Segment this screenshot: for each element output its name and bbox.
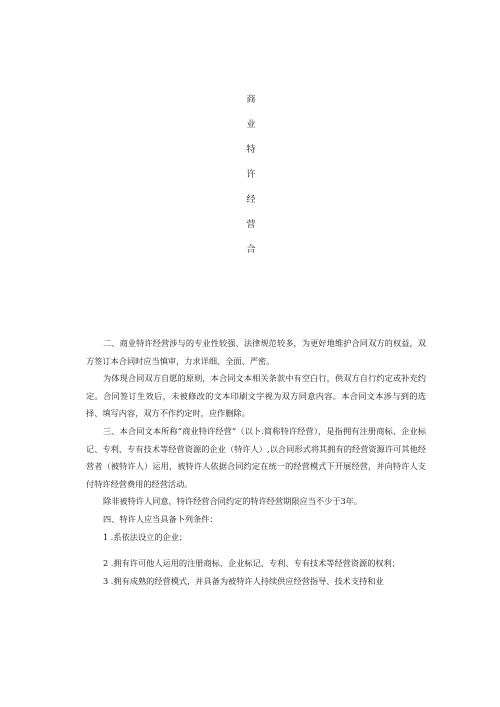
paragraph: 为体现合同双方自愿的原则，本合同文本相关条款中有空白行，供双方自行约定或补充约定。合同签订生效后，未被修改的文本印刷文字视为双方同意内容。本合同文本涉与到的选择、填写内容，双方不作约定时，应作删除。 <box>86 373 426 419</box>
paragraph: 除非被特许人同意，特许经营合同约定的特许经营期限应当不少于3年。 <box>103 496 363 507</box>
list-item: 3 .拥有成熟的经营模式，并具备为被特许人持续供应经营指导、技术支持和业 <box>103 575 384 586</box>
paragraph: 四、特许人应当具备卜列条件： <box>103 513 218 524</box>
title-char: 合 <box>246 245 256 255</box>
vertical-title <box>243 96 259 271</box>
list-item: 1 .系依法设立的企业； <box>103 531 188 542</box>
title-char: 业 <box>246 120 256 130</box>
title-char: 许 <box>246 170 256 180</box>
title-char: 营 <box>246 220 256 230</box>
paragraph: 二、商业特许经营涉与的专业性较强、法律规范较多，为更好地维护合同双方的权益，双方签订本合同时应当慎审，力求详细、全面、严密。 <box>86 338 426 366</box>
title-char: 特 <box>246 145 256 155</box>
paragraph: 三、本合同文本所称“商业特许经营”（以卜.简称特许经营），是指拥有注册商标、企业标记、专利、专有技术等经营资源的企业（特许人）,以合同形式将其拥有的经营资源许可其他经营者（被特许人）运用，被特许人依据合同约定在统一的经营模式下开展经营，并向特许人支付特许经营费用的经营活动。 <box>86 425 426 489</box>
list-item: 2 .拥有许可他人运用的注册商标、企业标记、专利、专有技术等经营资源的权利； <box>103 558 400 569</box>
body-text <box>86 335 426 590</box>
title-char: 经 <box>246 195 256 205</box>
title-char: 商 <box>246 95 256 105</box>
